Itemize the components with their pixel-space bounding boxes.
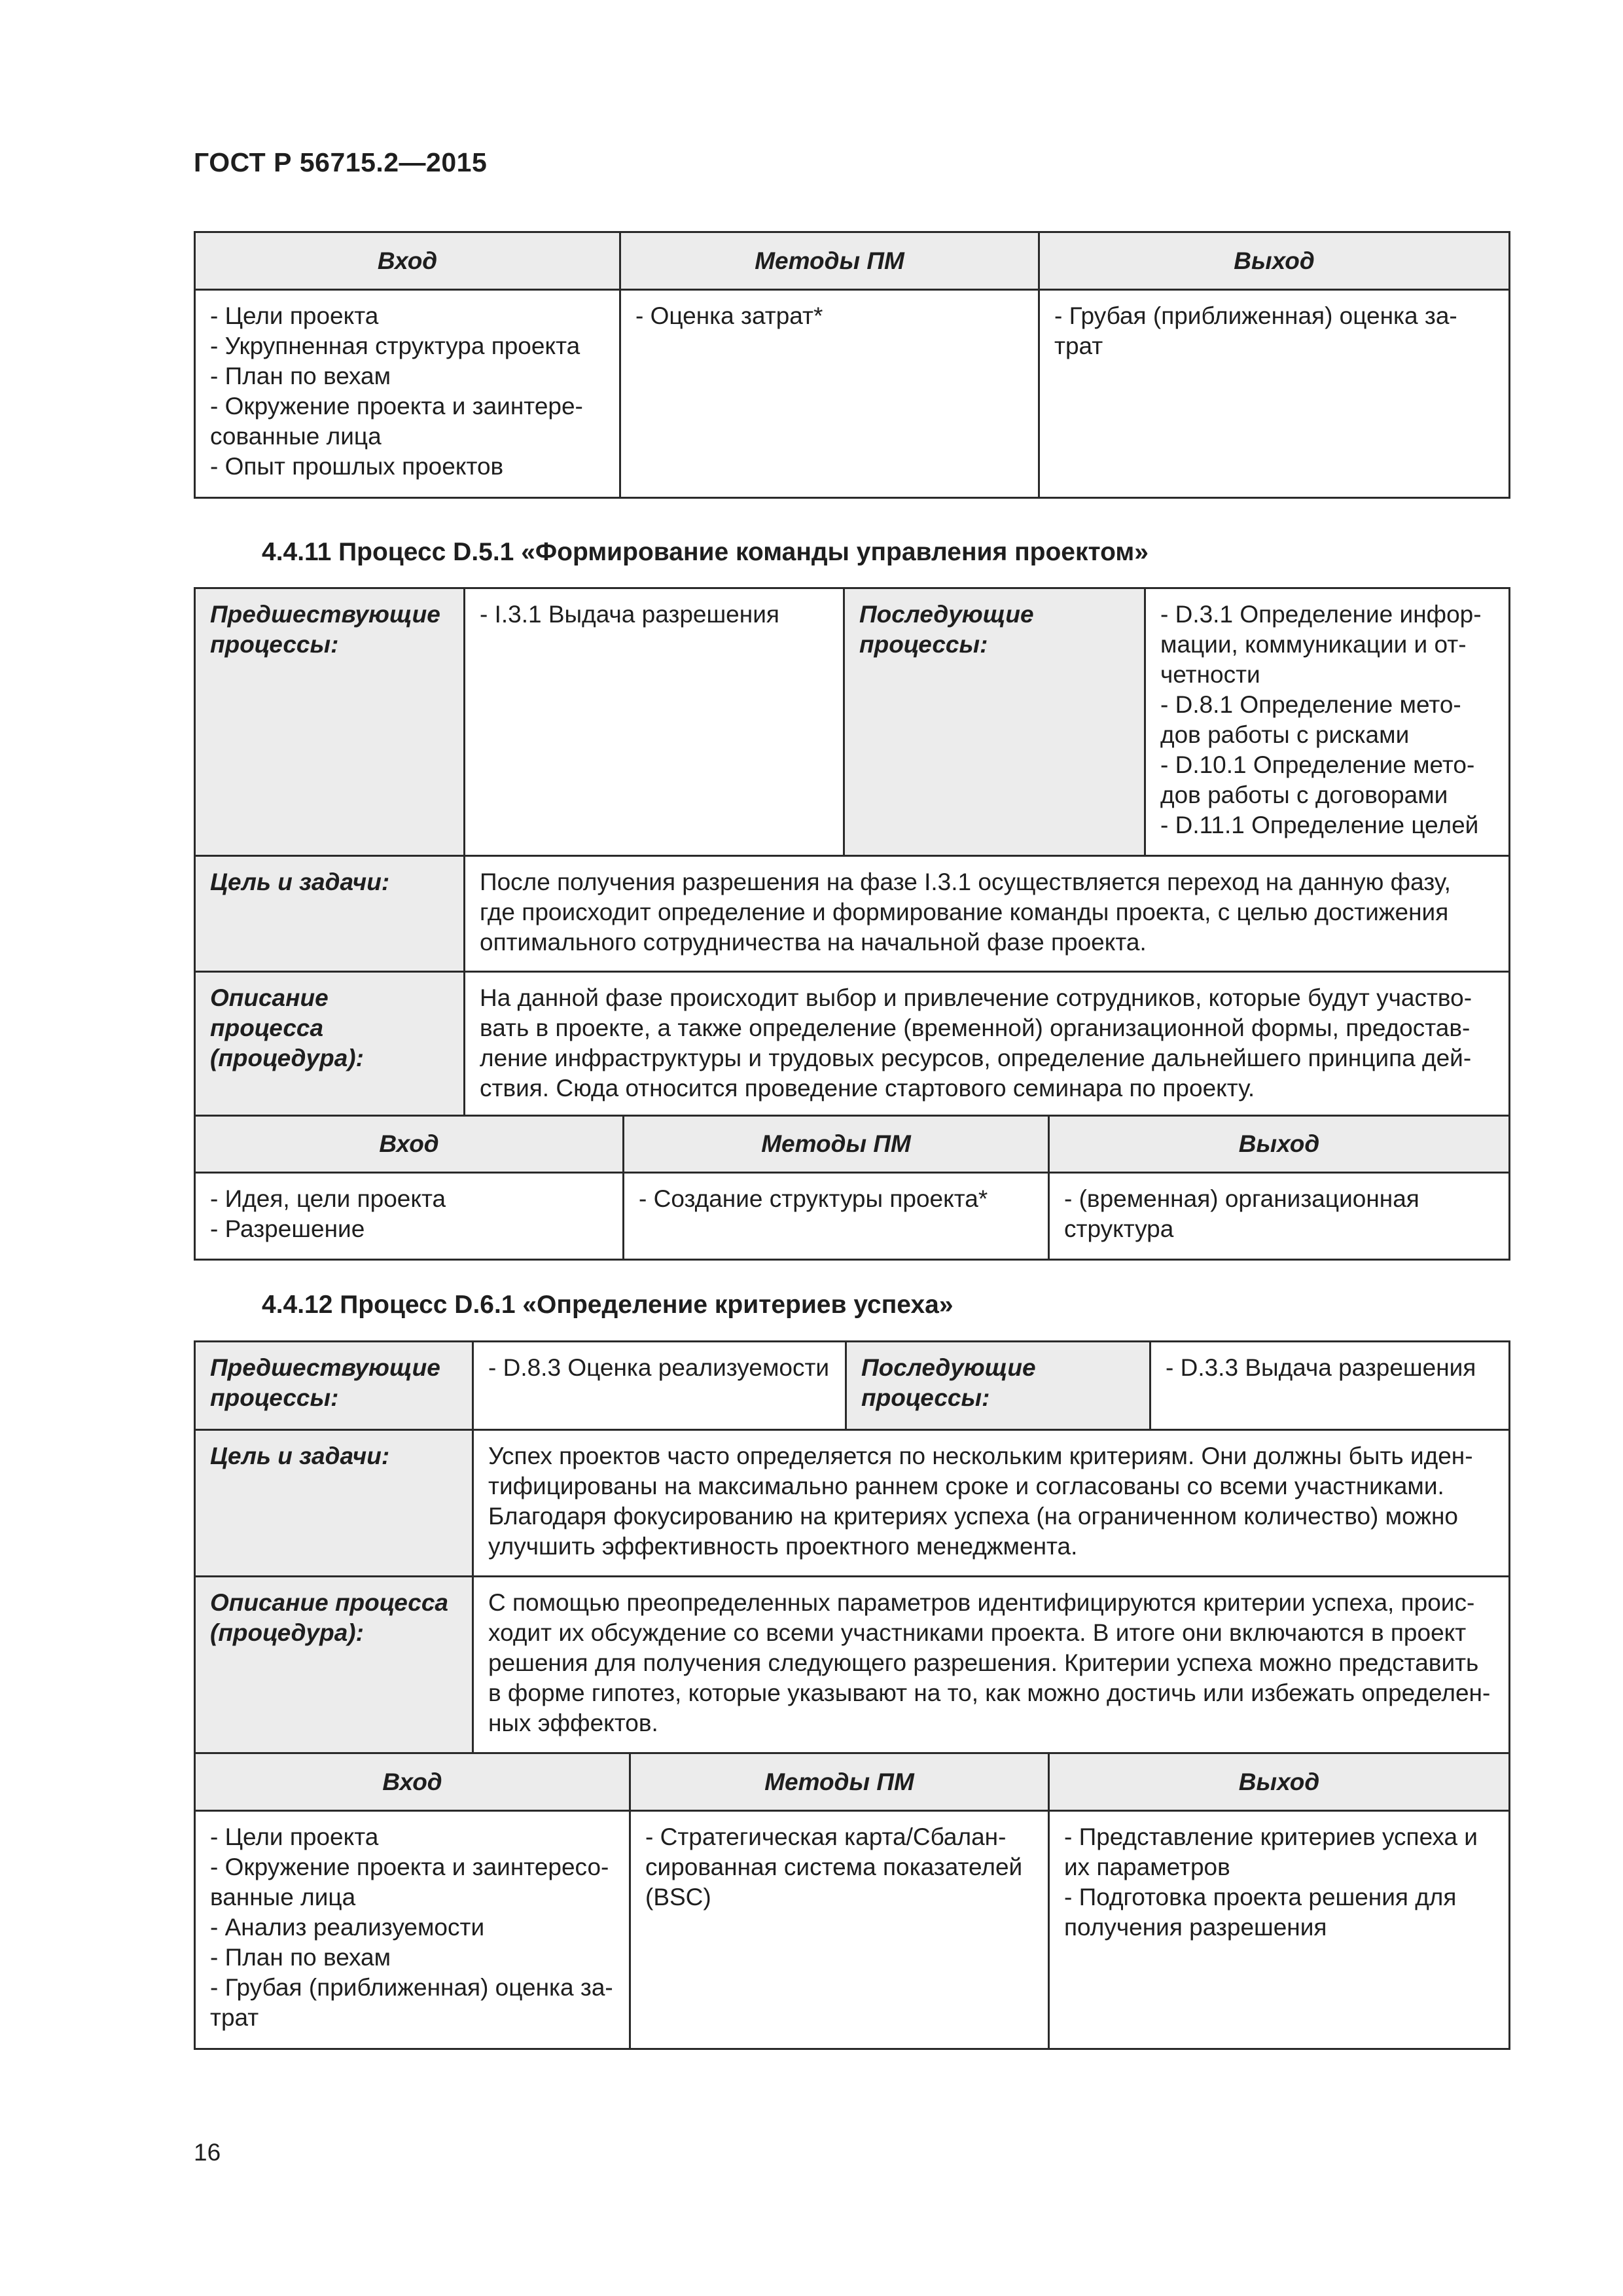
text-line: Предшествующие xyxy=(210,601,440,628)
text-line: (процедура): xyxy=(210,1045,364,1071)
methods-cell xyxy=(624,1173,1049,1260)
successors-value xyxy=(1150,1342,1510,1430)
text-line: их параметров xyxy=(1064,1854,1230,1880)
output-cell xyxy=(1039,290,1510,498)
methods-cell xyxy=(620,290,1039,498)
goal-value xyxy=(473,1430,1510,1577)
text-line: С помощью преопределенных параметров идентифицируются критерии успеха, проис- xyxy=(488,1589,1475,1616)
text-line: где происходит определение и формирование команды проекта, с целью достижения xyxy=(480,899,1449,925)
text-line: получения разрешения xyxy=(1064,1914,1327,1941)
successors-label xyxy=(846,1342,1150,1430)
predecessors-label xyxy=(195,1342,473,1430)
text-line: - Разрешение xyxy=(210,1215,365,1242)
section-heading-4-4-12: 4.4.12 Процесс D.6.1 «Определение критериев успеха» xyxy=(262,1291,954,1319)
text-line: четности xyxy=(1160,661,1260,688)
input-header: Вход xyxy=(195,1116,624,1173)
text-line: - План по вехам xyxy=(210,363,391,389)
text-line: сированная система показателей xyxy=(645,1854,1023,1880)
goal-label xyxy=(195,1430,473,1577)
goal-value xyxy=(465,856,1510,972)
text-line: - Грубая (приближенная) оценка за- xyxy=(210,1974,613,2001)
input-cell xyxy=(195,290,620,498)
output-cell xyxy=(1049,1173,1510,1260)
text-line: - D.3.3 Выдача разрешения xyxy=(1166,1354,1476,1381)
text-line: оптимального сотрудничества на начальной фазе проекта. xyxy=(480,929,1147,956)
text-line: в форме гипотез, которые указывают на то, как можно достичь или избежать определен- xyxy=(488,1679,1491,1706)
text-line: - Анализ реализуемости xyxy=(210,1914,485,1941)
description-value xyxy=(473,1577,1510,1753)
text-line: Последующие xyxy=(861,1354,1036,1381)
predecessors-label xyxy=(195,588,465,856)
output-cell xyxy=(1049,1811,1510,2049)
text-line: (процедура): xyxy=(210,1619,364,1646)
text-line: - Окружение проекта и заинтере- xyxy=(210,393,583,420)
text-line: - D.3.1 Определение инфор- xyxy=(1160,601,1482,628)
text-line: - Цели проекта xyxy=(210,302,379,329)
text-line: процесса xyxy=(210,1014,324,1041)
successors-value xyxy=(1145,588,1510,856)
text-line: - Создание структуры проекта* xyxy=(639,1185,988,1212)
text-line: - Укрупненная структура проекта xyxy=(210,332,580,359)
predecessors-value xyxy=(473,1342,846,1430)
text-line: - D.8.3 Оценка реализуемости xyxy=(488,1354,830,1381)
top-io-table xyxy=(194,231,1510,499)
text-line: - Идея, цели проекта xyxy=(210,1185,446,1212)
text-line: ходит их обсуждение со всеми участниками проекта. В итоге они включаются в проект xyxy=(488,1619,1467,1646)
text-line: - Опыт прошлых проектов xyxy=(210,453,504,480)
output-header: Выход xyxy=(1039,232,1510,290)
input-cell xyxy=(195,1173,624,1260)
goal-label xyxy=(195,856,465,972)
text-line: Цель и задачи: xyxy=(210,869,390,895)
text-line: Успех проектов часто определяется по нескольким критериям. Они должны быть иден- xyxy=(488,1443,1473,1469)
text-line: Описание процесса xyxy=(210,1589,449,1616)
text-line: Последующие xyxy=(859,601,1034,628)
io-table-4-4-12 xyxy=(194,1752,1510,2050)
page-number: 16 xyxy=(194,2139,221,2166)
text-line: - Цели проекта xyxy=(210,1823,379,1850)
text-line: - D.11.1 Определение целей xyxy=(1160,812,1479,838)
output-header: Выход xyxy=(1049,1116,1510,1173)
text-line: Благодаря фокусированию на критериях успеха (на ограниченном количество) можно xyxy=(488,1503,1458,1530)
input-cell xyxy=(195,1811,630,2049)
text-line: Описание xyxy=(210,984,329,1011)
text-line: ление инфраструктуры и трудовых ресурсов, определение дальнейшего принципа дей- xyxy=(480,1045,1472,1071)
description-label xyxy=(195,1577,473,1753)
text-line: (BSC) xyxy=(645,1884,711,1910)
output-header: Выход xyxy=(1049,1753,1510,1811)
text-line: - Грубая (приближенная) оценка за- xyxy=(1054,302,1457,329)
text-line: - Окружение проекта и заинтересо- xyxy=(210,1854,609,1880)
description-value xyxy=(465,972,1510,1118)
text-line: После получения разрешения на фазе I.3.1 осуществляется переход на данную фазу, xyxy=(480,869,1451,895)
methods-cell xyxy=(630,1811,1049,2049)
text-line: тифицированы на максимально раннем сроке и согласованы со всеми участниками. xyxy=(488,1473,1444,1499)
text-line: улучшить эффективность проектного менеджмента. xyxy=(488,1533,1078,1560)
text-line: ных эффектов. xyxy=(488,1710,658,1736)
text-line: дов работы с договорами xyxy=(1160,781,1448,808)
text-line: Цель и задачи: xyxy=(210,1443,390,1469)
text-line: На данной фазе происходит выбор и привлечение сотрудников, которые будут участво- xyxy=(480,984,1472,1011)
text-line: дов работы с рисками xyxy=(1160,721,1410,748)
text-line: процессы: xyxy=(210,1384,339,1411)
text-line: мации, коммуникации и от- xyxy=(1160,631,1467,658)
text-line: ствия. Сюда относится проведение стартового семинара по проекту. xyxy=(480,1075,1255,1102)
text-line: процессы: xyxy=(861,1384,990,1411)
text-line: - D.8.1 Определение мето- xyxy=(1160,691,1461,718)
predecessors-value xyxy=(465,588,844,856)
successors-label xyxy=(844,588,1145,856)
text-line: решения для получения следующего разрешения. Критерии успеха можно представить xyxy=(488,1649,1479,1676)
text-line: - План по вехам xyxy=(210,1944,391,1971)
methods-header: Методы ПМ xyxy=(620,232,1039,290)
text-line: - (временная) организационная xyxy=(1064,1185,1419,1212)
text-line: структура xyxy=(1064,1215,1174,1242)
text-line: - Оценка затрат* xyxy=(635,302,823,329)
text-line: - Подготовка проекта решения для xyxy=(1064,1884,1457,1910)
text-line: - Стратегическая карта/Сбалан- xyxy=(645,1823,1007,1850)
description-label xyxy=(195,972,465,1118)
io-table-4-4-11 xyxy=(194,1115,1510,1261)
methods-header: Методы ПМ xyxy=(624,1116,1049,1173)
text-line: вать в проекте, а также определение (временной) организационной формы, предостав- xyxy=(480,1014,1471,1041)
text-line: Предшествующие xyxy=(210,1354,440,1381)
text-line: процессы: xyxy=(210,631,339,658)
text-line: трат xyxy=(1054,332,1103,359)
input-header: Вход xyxy=(195,1753,630,1811)
text-line: ванные лица xyxy=(210,1884,356,1910)
methods-header: Методы ПМ xyxy=(630,1753,1049,1811)
input-header: Вход xyxy=(195,232,620,290)
text-line: - I.3.1 Выдача разрешения xyxy=(480,601,779,628)
process-table-4-4-11 xyxy=(194,587,1510,1119)
text-line: процессы: xyxy=(859,631,988,658)
text-line: трат xyxy=(210,2004,259,2031)
process-table-4-4-12 xyxy=(194,1340,1510,1754)
document-header: ГОСТ Р 56715.2—2015 xyxy=(194,147,488,177)
text-line: сованные лица xyxy=(210,423,382,450)
section-heading-4-4-11: 4.4.11 Процесс D.5.1 «Формирование команды управления проектом» xyxy=(262,538,1149,566)
text-line: - Представление критериев успеха и xyxy=(1064,1823,1478,1850)
text-line: - D.10.1 Определение мето- xyxy=(1160,751,1475,778)
